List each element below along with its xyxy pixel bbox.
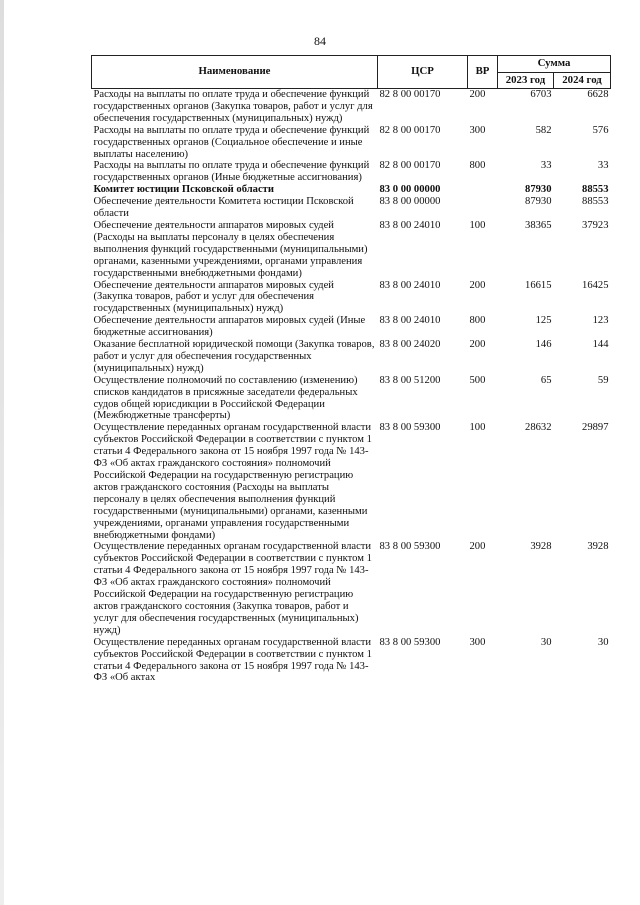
row-csr: 83 8 00 59300 [379,541,441,553]
row-csr: 82 8 00 00170 [379,160,441,172]
row-amount-2024: 33 [597,160,609,172]
row-name: Осуществление переданных органам государственной власти субъектов Российской Федерации в соответствии с пунктом 1 статьи 4 Федерального закона от 15 ноября 1997 года № 143-ФЗ «Об актах гражданского состояния» полномочий Российской Федерации на государственную регистрацию актов гражданского состояния (Расходы на выплаты персоналу в целях обеспечения выполнения функций государственными (муниципальными) органами, казенными учреждениями, органами управления государственными внебюджетными фондами) [93,422,372,541]
row-name: Расходы на выплаты по оплате труда и обеспечение функций государственных органов (Социальное обеспечение и иные выплаты населению) [93,124,370,160]
header-year-2023: 2023 год [498,73,554,89]
row-amount-2023: 30 [540,636,552,648]
scan-edge [0,0,4,905]
table-row [92,220,611,280]
row-amount-2023: 28632 [525,422,552,434]
row-name: Расходы на выплаты по оплате труда и обеспечение функций государственных органов (Иные бюджетные ассигнования) [93,160,370,184]
row-csr: 83 8 00 24010 [379,279,441,291]
table-row [92,637,611,685]
row-name: Комитет юстиции Псковской области [93,184,274,196]
row-amount-2024: 30 [597,636,609,648]
row-amount-2023: 6703 [530,89,552,100]
row-amount-2024: 37923 [582,219,609,231]
row-vr: 300 [469,636,486,648]
row-amount-2023: 582 [535,124,552,136]
table-row [92,184,611,196]
table-header [92,56,611,89]
header-name: Наименование [92,56,378,89]
budget-table [91,55,611,684]
row-csr: 82 8 00 00170 [379,89,441,100]
row-name: Осуществление переданных органам государственной власти субъектов Российской Федерации в соответствии с пунктом 1 статьи 4 Федерального закона от 15 ноября 1997 года № 143-ФЗ «Об актах [93,636,372,684]
row-vr: 100 [469,219,486,231]
row-csr: 83 8 00 59300 [379,636,441,648]
row-name: Обеспечение деятельности Комитета юстиции Псковской области [93,196,354,220]
row-amount-2024: 29897 [582,422,609,434]
row-amount-2023: 65 [540,374,552,386]
row-csr: 83 8 00 00000 [379,196,441,208]
row-vr: 500 [469,374,486,386]
row-amount-2024: 576 [592,124,609,136]
row-amount-2024: 88553 [582,184,609,196]
row-vr: 100 [469,422,486,434]
row-name: Осуществление переданных органам государственной власти субъектов Российской Федерации в соответствии с пунктом 1 статьи 4 Федерального закона от 15 ноября 1997 года № 143-ФЗ «Об актах гражданского состояния» полномочий Российской Федерации на государственную регистрацию актов гражданского состояния (Закупка товаров, работ и услуг для обеспечения государственных (муниципальных) нужд) [93,541,372,636]
row-csr: 83 8 00 24020 [379,339,441,351]
table-row [92,160,611,184]
row-amount-2024: 88553 [582,196,609,208]
header-vr: ВР [468,56,498,89]
row-vr: 200 [469,541,486,553]
row-amount-2024: 16425 [582,279,609,291]
row-amount-2024: 123 [592,315,609,327]
row-vr: 200 [469,89,486,100]
table-row [92,196,611,220]
row-amount-2023: 87930 [525,196,552,208]
row-vr: 200 [469,279,486,291]
row-amount-2024: 3928 [587,541,609,553]
row-csr: 83 8 00 59300 [379,422,441,434]
row-name: Обеспечение деятельности аппаратов мировых судей (Закупка товаров, работ и услуг для обеспечения государственных (муниципальных) нужд) [93,279,334,315]
row-vr: 800 [469,315,486,327]
table-row [92,339,611,375]
row-amount-2023: 33 [540,160,552,172]
row-amount-2024: 6628 [587,89,609,100]
row-name: Обеспечение деятельности аппаратов мировых судей (Расходы на выплаты персоналу в целях обеспечения выполнения функций государственными (муниципальными) органами, казенными учреждениями, органами управления государственными внебюджетными фондами) [93,219,368,279]
row-amount-2023: 38365 [525,219,552,231]
row-csr: 83 8 00 24010 [379,315,441,327]
row-amount-2024: 144 [592,339,609,351]
row-csr: 83 0 00 00000 [379,184,441,196]
table-row [92,125,611,161]
table-row [92,375,611,423]
row-name: Осуществление полномочий по составлению (изменению) списков кандидатов в присяжные заседатели федеральных судов общей юрисдикции в Российской Федерации (Межбюджетные трансферты) [93,374,358,422]
row-name: Обеспечение деятельности аппаратов мировых судей (Иные бюджетные ассигнования) [93,315,366,339]
table-row [92,280,611,316]
header-csr: ЦСР [378,56,468,89]
row-amount-2023: 146 [535,339,552,351]
header-summa: Сумма [498,56,611,73]
row-csr: 83 8 00 24010 [379,219,441,231]
table-row [92,422,611,541]
header-year-2024: 2024 год [554,73,611,89]
table-row [92,541,611,636]
row-amount-2023: 87930 [525,184,552,196]
row-vr: 800 [469,160,486,172]
row-name: Оказание бесплатной юридической помощи (Закупка товаров, работ и услуг для обеспечения государственных (муниципальных) нужд) [93,339,375,374]
table-row [92,315,611,339]
row-vr [468,184,498,196]
row-amount-2024: 59 [597,374,609,386]
row-vr: 300 [469,124,486,136]
row-amount-2023: 3928 [530,541,552,553]
row-name: Расходы на выплаты по оплате труда и обеспечение функций государственных органов (Закупка товаров, работ и услуг для обеспечения государственных (муниципальных) нужд) [93,89,373,124]
table-row [92,89,611,125]
table-body [92,89,611,685]
row-csr: 83 8 00 51200 [379,374,441,386]
page-number: 84 [314,34,326,48]
row-vr [468,196,498,220]
row-csr: 82 8 00 00170 [379,124,441,136]
row-vr: 200 [469,339,486,351]
row-amount-2023: 16615 [525,279,552,291]
row-amount-2023: 125 [535,315,552,327]
